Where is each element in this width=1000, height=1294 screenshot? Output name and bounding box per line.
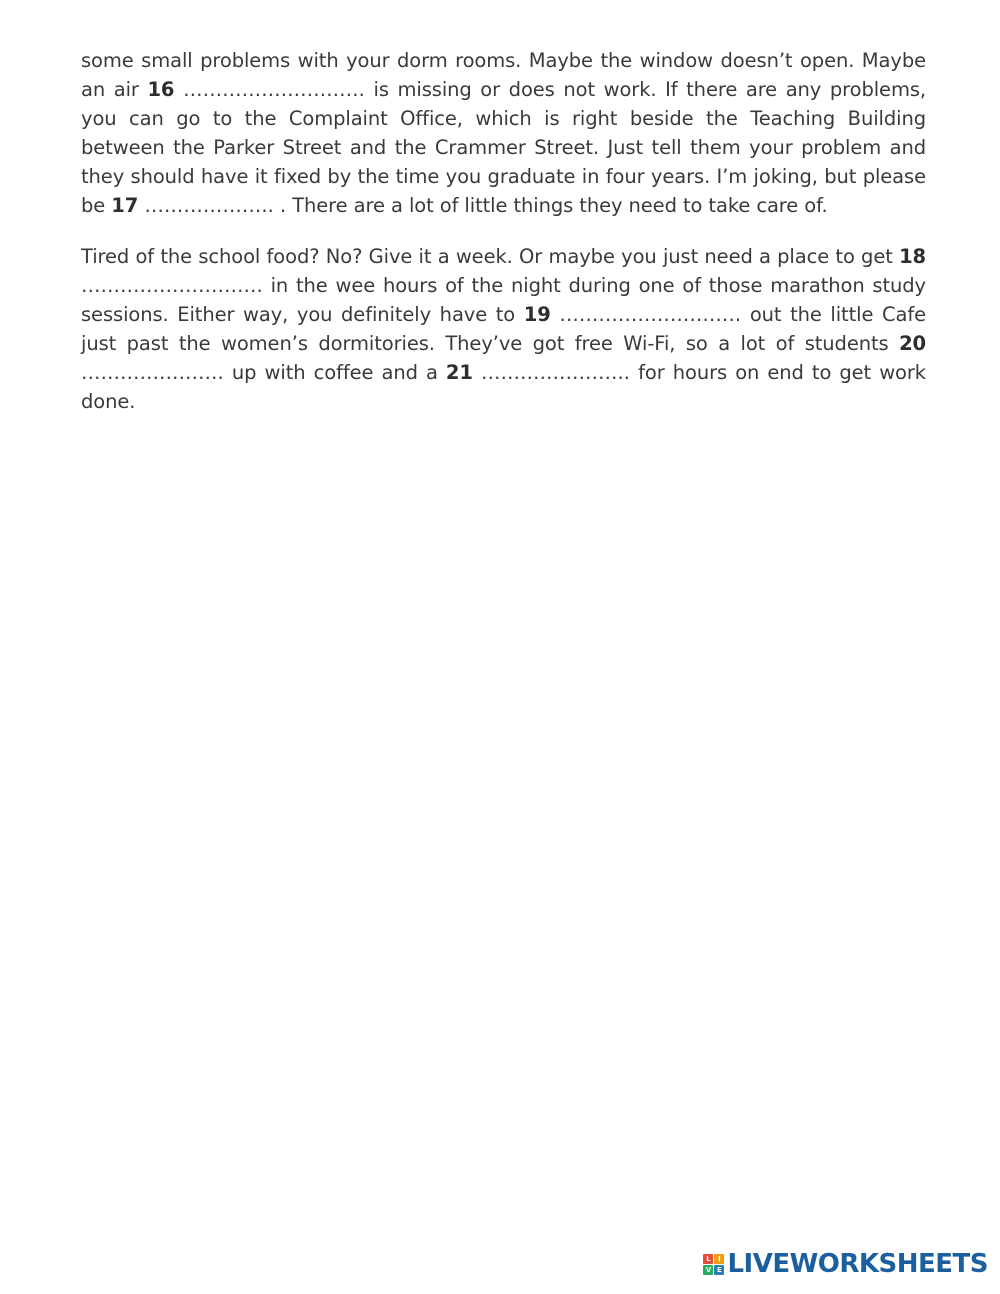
text-segment: some small problems with your dorm rooms. Maybe the window doesn’t open. Maybe an air [81,49,926,101]
answer-blank-21[interactable]: ………………….. [472,361,639,384]
question-number-20: 20 [899,332,926,355]
answer-blank-18[interactable]: ………………………. [81,274,271,297]
logo-tile: L [703,1254,713,1264]
text-segment: for hours on end to get work done. [81,361,926,413]
logo-tile: V [703,1265,713,1275]
question-number-21: 21 [445,361,473,384]
answer-blank-20[interactable]: …………………. [81,361,232,384]
answer-blank-17[interactable]: ……………….. [138,194,281,217]
paragraph-2 [81,242,926,416]
text-segment: up with coffee and a [231,361,446,384]
question-number-19: 19 [523,303,551,326]
logo-tile: E [714,1265,724,1275]
logo-icon [703,1254,724,1275]
brand-name: LIVEWORKSHEETS [727,1249,988,1279]
question-number-16: 16 [147,78,175,101]
question-number-17: 17 [111,194,139,217]
answer-blank-19[interactable]: ………………………. [550,303,750,326]
question-number-18: 18 [899,245,926,268]
worksheet-page [81,46,926,438]
text-segment: Tired of the school food? No? Give it a week. Or maybe you just need a place to get [81,245,900,268]
text-segment: in the wee hours of the night during one of those marathon study sessions. Either way, you definitely have to [81,274,926,326]
answer-blank-16[interactable]: ………………………. [174,78,374,101]
paragraph-1 [81,46,926,220]
text-segment: . There are a lot of little things they need to take care of. [280,194,828,217]
text-segment: out the little Cafe just past the women’s dormitories. They’ve got free Wi-Fi, so a lot of students [81,303,926,355]
text-segment: is missing or does not work. If there are any problems, you can go to the Complaint Office, which is right beside the Teaching Building between the Parker Street and the Crammer Street. Just tell them your problem and they should have it fixed by the time you graduate in four years. I’m joking, but please be [81,78,926,217]
logo-tile: I [714,1254,724,1264]
liveworksheets-logo[interactable] [703,1249,988,1279]
